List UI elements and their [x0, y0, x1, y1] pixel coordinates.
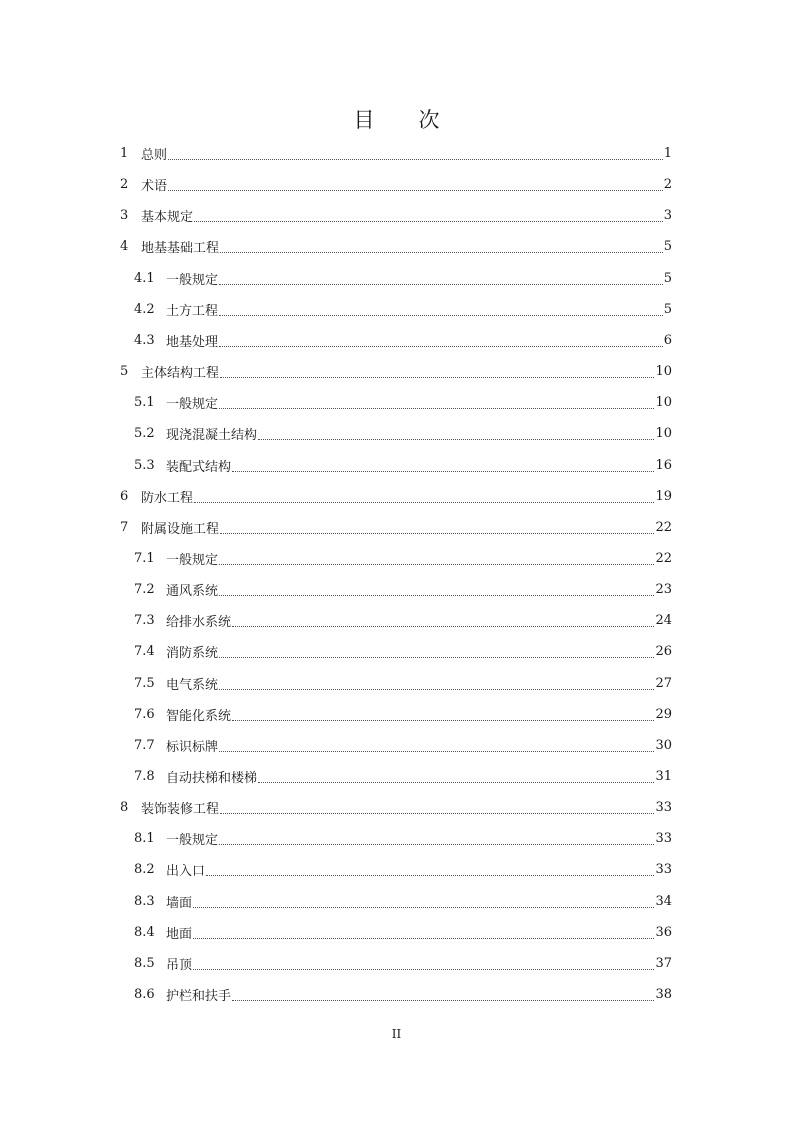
toc-leader-dots	[232, 720, 654, 721]
toc-entry-number: 4	[120, 239, 129, 255]
toc-entry-page: 29	[655, 706, 672, 722]
toc-entry-number: 5	[120, 364, 129, 380]
toc-entry-page: 10	[655, 426, 672, 442]
toc-leader-dots	[220, 252, 663, 253]
toc-entry-title: 自动扶梯和楼梯	[166, 771, 258, 786]
toc-entry-title: 基本规定	[141, 210, 194, 226]
toc-entry-page: 22	[655, 550, 672, 566]
toc-entry[interactable]	[0, 823, 793, 854]
toc-entry-title: 消防系统	[166, 646, 219, 662]
toc-entry-page: 33	[655, 800, 672, 816]
toc-title-right: 次	[418, 108, 440, 132]
toc-entry-title: 一般规定	[166, 397, 219, 413]
toc-leader-dots	[220, 533, 654, 534]
toc-leader-dots	[219, 284, 663, 285]
toc-entry-page: 37	[655, 955, 672, 971]
toc-entry-title: 一般规定	[166, 552, 219, 568]
toc-leader-dots	[220, 813, 654, 814]
toc-leader-dots	[193, 969, 654, 970]
toc-leader-dots	[258, 439, 654, 440]
toc-entry-page: 5	[663, 239, 672, 255]
toc-leader-dots	[194, 221, 663, 222]
toc-entry-page: 27	[655, 675, 672, 691]
toc-entry-title: 地基处理	[166, 334, 219, 350]
toc-entry-number: 7.7	[134, 737, 155, 753]
toc-leader-dots	[232, 471, 654, 472]
toc-leader-dots	[219, 564, 654, 565]
toc-entry-title: 主体结构工程	[141, 366, 220, 382]
toc-entry-number: 4.2	[134, 301, 155, 317]
toc-entry[interactable]	[0, 979, 793, 1010]
toc-leader-dots	[193, 907, 654, 908]
toc-leader-dots	[219, 595, 654, 596]
toc-entry-number: 8.2	[134, 862, 155, 878]
toc-leader-dots	[219, 689, 654, 690]
toc-leader-dots	[219, 657, 654, 658]
toc-entry-title: 通风系统	[166, 584, 219, 600]
toc-entry-number: 8.3	[134, 893, 155, 909]
toc-entry[interactable]	[0, 730, 793, 761]
toc-entry[interactable]	[0, 387, 793, 418]
toc-entry-number: 8.1	[134, 831, 155, 847]
toc-leader-dots	[219, 315, 663, 316]
toc-leader-dots	[168, 190, 663, 191]
toc-entry[interactable]	[0, 356, 793, 387]
toc-leader-dots	[219, 346, 663, 347]
toc-entry-title: 出入口	[166, 864, 206, 880]
toc-entry-number: 7.1	[134, 550, 155, 566]
toc-leader-dots	[232, 1000, 654, 1001]
toc-entry-page: 30	[655, 737, 672, 753]
toc-entry-page: 6	[663, 332, 672, 348]
toc-entry-page: 5	[663, 270, 672, 286]
toc-title-left: 目	[353, 108, 375, 132]
toc-entry-title: 术语	[141, 179, 168, 195]
toc-entry-title: 智能化系统	[166, 708, 232, 724]
toc-entry-number: 4.1	[134, 270, 155, 286]
toc-entry-number: 5.3	[134, 457, 155, 473]
toc-entry[interactable]	[0, 231, 793, 262]
toc-leader-dots	[258, 782, 654, 783]
toc-entry-page: 22	[655, 519, 672, 535]
toc-entry-page: 34	[655, 893, 672, 909]
toc-entry-title: 地面	[166, 926, 193, 942]
toc-leader-dots	[220, 377, 654, 378]
toc-entry-number: 7.4	[134, 644, 155, 660]
toc-entry-page: 16	[655, 457, 672, 473]
toc-leader-dots	[206, 875, 654, 876]
toc-entry-number: 7.3	[134, 613, 155, 629]
toc-entry[interactable]	[0, 200, 793, 231]
toc-entry-page: 2	[663, 177, 672, 193]
toc-entry-number: 5.1	[134, 395, 155, 411]
toc-entry-page: 1	[663, 146, 672, 161]
toc-entry[interactable]	[0, 948, 793, 979]
toc-entry-number: 8	[120, 800, 129, 816]
toc-entry-number: 4.3	[134, 332, 155, 348]
toc-entry-number: 7.6	[134, 706, 155, 722]
toc-leader-dots	[219, 751, 654, 752]
toc-entry-title: 一般规定	[166, 272, 219, 288]
toc-entry[interactable]	[0, 605, 793, 636]
toc-entry-page: 3	[663, 208, 672, 224]
toc-leader-dots	[219, 408, 654, 409]
toc-entry-page: 23	[655, 582, 672, 598]
toc-entry[interactable]	[0, 450, 793, 481]
toc-entry-number: 2	[120, 177, 129, 193]
toc-entry[interactable]	[0, 699, 793, 730]
toc-entry-number: 8.6	[134, 987, 155, 1003]
toc-entry-page: 10	[655, 395, 672, 411]
toc-entry[interactable]	[0, 481, 793, 512]
toc-entry[interactable]	[0, 668, 793, 699]
toc-entry[interactable]	[0, 418, 793, 449]
toc-entry-page: 33	[655, 862, 672, 878]
toc-entry-number: 5.2	[134, 426, 155, 442]
toc-entry-page: 10	[655, 364, 672, 380]
toc-leader-dots	[194, 502, 654, 503]
toc-entry[interactable]	[0, 886, 793, 917]
toc-entry-title: 墙面	[166, 895, 193, 911]
toc-entry[interactable]	[0, 263, 793, 294]
toc-entry[interactable]	[0, 574, 793, 605]
toc-entry-number: 1	[120, 146, 129, 161]
toc-entry[interactable]	[0, 917, 793, 948]
toc-entry-page: 36	[655, 924, 672, 940]
toc-entry-title: 土方工程	[166, 303, 219, 319]
toc-entry-page: 5	[663, 301, 672, 317]
toc-entry-page: 31	[655, 769, 672, 784]
toc-entry-title: 现浇混凝土结构	[166, 428, 258, 444]
toc-entry[interactable]	[0, 325, 793, 356]
toc-entry[interactable]	[0, 512, 793, 543]
toc-entry-title: 电气系统	[166, 677, 219, 693]
toc-title	[0, 104, 793, 134]
toc-entry[interactable]	[0, 294, 793, 325]
toc-entry-title: 给排水系统	[166, 615, 232, 631]
toc-entry-page: 24	[655, 613, 672, 629]
toc-entry-number: 7.2	[134, 582, 155, 598]
toc-entry-number: 6	[120, 488, 129, 504]
toc-entry-title: 地基基础工程	[141, 241, 220, 257]
toc-leader-dots	[232, 626, 654, 627]
toc-entry[interactable]	[0, 543, 793, 574]
toc-entry-title: 标识标牌	[166, 739, 219, 755]
toc-entry-title: 吊顶	[166, 957, 193, 973]
toc-entry[interactable]	[0, 854, 793, 885]
toc-entry-number: 7.8	[134, 769, 155, 784]
page-number: II	[391, 1027, 402, 1041]
toc-leader-dots	[168, 159, 663, 160]
toc-entry[interactable]	[0, 761, 793, 792]
toc-entry[interactable]	[0, 138, 793, 169]
toc-entry-page: 19	[655, 488, 672, 504]
toc-entry-number: 8.5	[134, 955, 155, 971]
toc-entry-number: 8.4	[134, 924, 155, 940]
toc-entry-page: 33	[655, 831, 672, 847]
toc-entry-number: 7	[120, 519, 129, 535]
toc-leader-dots	[219, 844, 654, 845]
toc-entry-title: 装配式结构	[166, 459, 232, 475]
toc-entry-number: 3	[120, 208, 129, 224]
toc-entry-title: 护栏和扶手	[166, 989, 232, 1005]
toc-leader-dots	[193, 938, 654, 939]
toc-entry-page: 26	[655, 644, 672, 660]
toc-entry[interactable]	[0, 169, 793, 200]
toc-entry-title: 附属设施工程	[141, 521, 220, 537]
toc-entry-title: 装饰装修工程	[141, 802, 220, 818]
toc-entry-number: 7.5	[134, 675, 155, 691]
toc-entry-page: 38	[655, 987, 672, 1003]
toc-entry[interactable]	[0, 636, 793, 667]
toc-entry-title: 总则	[141, 148, 168, 163]
toc-entry[interactable]	[0, 792, 793, 823]
toc-entry-title: 一般规定	[166, 833, 219, 849]
toc-entry-title: 防水工程	[141, 490, 194, 506]
